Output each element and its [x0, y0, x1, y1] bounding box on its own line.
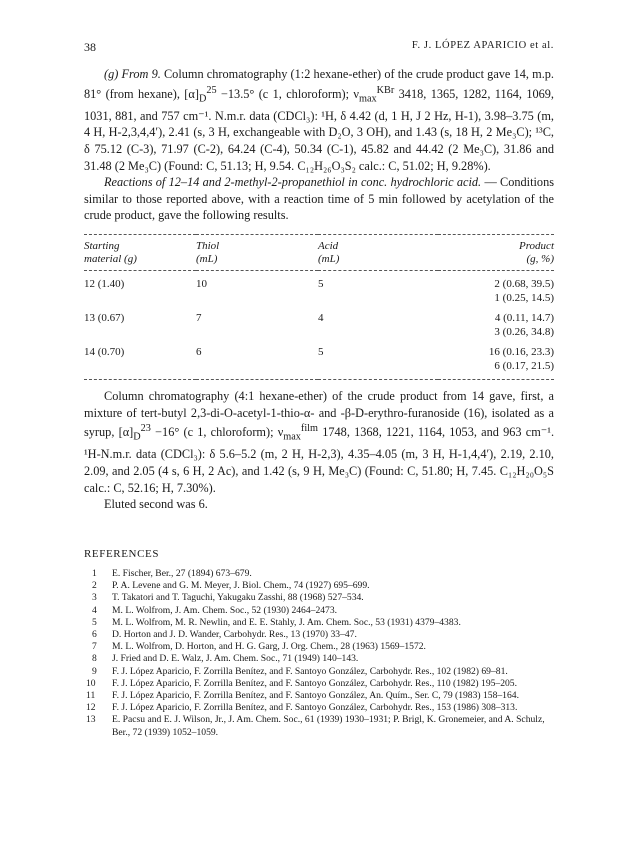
reference-item: 11 F. J. López Aparicio, F. Zorrilla Benítez, and F. Santoyo González, An. Quím., Ser. C, 79 (1983) 158–164. [86, 690, 519, 702]
cell-material: 13 (0.67) [84, 312, 125, 324]
reference-item: 5 M. L. Wolfrom, M. R. Newlin, and E. E. Stahly, J. Am. Chem. Soc., 53 (1931) 4379–4383. [92, 616, 461, 628]
header-acid: Acid (mL) [318, 235, 438, 271]
reference-item: 3 T. Takatori and T. Taguchi, Yakugaku Zasshi, 88 (1968) 527–534. [92, 592, 364, 604]
table-row [84, 292, 554, 306]
running-head: F. J. LÓPEZ APARICIO et al. [411, 40, 554, 51]
reference-item: 8 J. Fried and D. E. Walz, J. Am. Chem. Soc., 71 (1949) 140–143. [92, 653, 359, 665]
reference-item: 7 M. L. Wolfrom, D. Horton, and H. G. Garg, J. Org. Chem., 28 (1963) 1569–1572. [92, 641, 426, 653]
cell-material: 14 (0.70) [84, 346, 125, 358]
header-thiol: Thiol (mL) [196, 235, 318, 271]
results-table [84, 234, 554, 380]
page-number: 38 [84, 40, 96, 54]
cell-product: 2 (0.68, 39.5) [494, 278, 554, 290]
table-row [84, 305, 554, 326]
cell-product: 1 (0.25, 14.5) [494, 291, 554, 304]
paragraph-g-text-1: Column chromatography (1:2 hexane-ether) of the crude product gave 14, m.p. 81° (from hexane), [α] [84, 67, 554, 101]
paragraph-g-label: (g) From 9. [104, 67, 161, 81]
paragraph-column-chromatography: Column chromatography (4:1 hexane-ether) of the crude product from 14 gave, first, a mixture of tert-butyl 2,3-di-O-acetyl-1-thio-α- and -β-D-erythro-furanoside (16), isolated as a syrup, $[\alpha]_D^{23} -16^\circ$ (c 1, chloroform); $\nu_{max}^{film}$ 1748, 1368, 1221, 1164, 1053, and 963 cm⁻¹. ¹H-N.m.r. data (CDCl₃): δ 5.6–5.2 (m, 2 H, H-2,3), 4.35–4.05 (m, 3 H, H-1,4,4′), 2.19, 2.10, 2.09, and 2.05 (4 s, 6 H, 2 Ac), and 1.42 (s, 9 H, Me₃C) (Found: C, 51.80; H, 7.45. C₁₂H₂₀O₅S calc.: C, 52.16; H, 7.30%). [84, 389, 555, 495]
paragraph-g: (g) From 9. Column chromatography (1:2 hexane-ether) of the crude product gave 14, m.p. 81° (from hexane), $[\alpha]_D^{25} -13.5^\circ$ (c 1, chloroform); $\nu_{max}^{KBr}$ 3418, 1365, 1282, 1164, 1069, 1031, 881, and 757 cm⁻¹. N.m.r. data (CDCl₃): ¹H, δ 4.42 (d, 1 H, J 2 Hz, H-1), 3.98–3.75 (m, 4 H, H-2,3,4,4′), 2.41 (s, 3 H, exchangeable with D₂O, 3 OH), and 1.43 (s, 18 H, 2 Me₃C); ¹³C, δ 75.12 (C-3), 71.97 (C-2), 64.24 (C-4), 50.34 (C-1), 45.82 and 44.42 (2 Me₃C), 31.86 and 31.48 (2 Me₃C) (Found: C, 51.13; H, 9.54. C₁₂H₂₆O₃S₂ calc.: C, 51.02; H, 9.28%). [84, 67, 554, 173]
cell-acid: 4 [318, 312, 324, 324]
reference-item: 1 E. Fischer, Ber., 27 (1894) 673–679. [92, 568, 252, 579]
page-header [84, 40, 554, 56]
references-heading: REFERENCES [84, 548, 160, 560]
reference-item: 2 P. A. Levene and G. M. Meyer, J. Biol. Chem., 74 (1927) 695–699. [92, 580, 370, 592]
table-row [84, 326, 554, 340]
body-text-bottom [84, 388, 554, 513]
reference-item: 4 M. L. Wolfrom, J. Am. Chem. Soc., 52 (1930) 2464–2473. [92, 604, 338, 616]
reactions-title: Reactions of 12–14 and 2-methyl-2-propanethiol in conc. hydrochloric acid. [104, 175, 482, 190]
paragraph-eluted: Eluted second was 6. [104, 497, 208, 512]
cell-product: 6 (0.17, 21.5) [438, 360, 554, 380]
cell-material: 12 (1.40) [84, 278, 125, 290]
cell-thiol: 7 [196, 312, 202, 324]
body-text-top [84, 66, 554, 224]
reference-item: 13 E. Pacsu and E. J. Wilson, Jr., J. Am. Chem. Soc., 61 (1939) 1930–1931; P. Brigl, K. Gronemeier, and A. Schulz, Ber., 72 (1939) 1052–1059. [86, 714, 545, 738]
reference-item: 6 D. Horton and J. D. Wander, Carbohydr. Res., 13 (1970) 33–47. [92, 629, 357, 641]
header-product: Product (g, %) [438, 235, 554, 271]
cell-product: 16 (0.16, 23.3) [488, 346, 554, 358]
header-starting-material: Starting material (g) [84, 235, 196, 271]
reactions-text: — Conditions similar to those reported above, with a reaction time of 5 min followed by acetylation of the crude product, gave the following results. [84, 175, 555, 223]
cell-acid: 5 [318, 346, 324, 358]
paragraph-g-text-2: −13.5° (c 1, chloroform); ν [220, 86, 359, 101]
paragraph-g-text-3: 3418, 1365, 1282, 1164, 1069, 1031, 881, and 757 cm⁻¹. N.m.r. data (CDCl₃): ¹H, δ 4.42 (d, 1 H, J 2 Hz, H-1), 3.98–3.75 (m, 4 H, H-2,3,4,4′), 2.41 (s, 3 H, exchangeable with D₂O, 3 OH), and 1.43 (s, 18 H, 2 Me₃C); ¹³C, δ 75.12 (C-3), 71.97 (C-2), 64.24 (C-4), 50.34 (C-1), 45.82 and 44.42 (2 Me₃C), 31.86 and 31.48 (2 Me₃C) (Found: C, 51.13; H, 9.54. C₁₂H₂₆O₃S₂ calc.: C, 51.02; H, 9.28%). [84, 86, 554, 173]
cell-thiol: 10 [196, 278, 207, 290]
paragraph-reactions [84, 174, 554, 224]
cell-acid: 5 [318, 278, 324, 290]
reference-item: 12 F. J. López Aparicio, F. Zorrilla Benítez, and F. Santoyo González, Carbohydr. Res., 153 (1986) 308–313. [86, 702, 518, 714]
table-header-row [84, 235, 554, 271]
references-list [84, 568, 554, 739]
table-row [84, 339, 554, 360]
reference-item: 10 F. J. López Aparicio, F. Zorrilla Benítez, and F. Santoyo González, Carbohydr. Res., 110 (1982) 195–205. [86, 677, 518, 689]
cell-product: 4 (0.11, 14.7) [494, 312, 554, 324]
table-row [84, 271, 554, 292]
reference-item: 9 F. J. López Aparicio, F. Zorrilla Benítez, and F. Santoyo González, Carbohydr. Res., 102 (1982) 69–81. [92, 665, 508, 677]
cell-thiol: 6 [196, 346, 202, 358]
table-row [84, 360, 554, 380]
cell-product: 3 (0.26, 34.8) [494, 325, 554, 338]
